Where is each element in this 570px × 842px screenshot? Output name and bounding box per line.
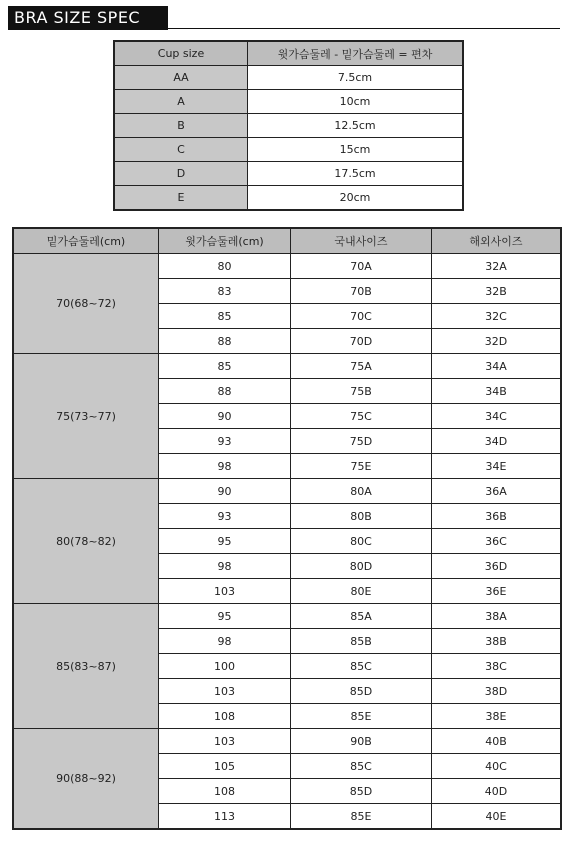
bust-cell: 93	[159, 429, 291, 454]
underbust-header: 밑가슴둘레(cm)	[13, 228, 159, 254]
international-size-cell: 36C	[432, 529, 562, 554]
difference-cell: 15cm	[248, 138, 464, 162]
cup-table-row	[114, 114, 463, 138]
domestic-size-cell: 85C	[291, 754, 432, 779]
international-size-cell: 40E	[432, 804, 562, 830]
bust-header: 윗가슴둘레(cm)	[159, 228, 291, 254]
bust-cell: 83	[159, 279, 291, 304]
cup-table-row	[114, 162, 463, 186]
domestic-size-cell: 75E	[291, 454, 432, 479]
bust-cell: 90	[159, 479, 291, 504]
international-size-header: 해외사이즈	[432, 228, 562, 254]
cup-size-cell: B	[114, 114, 248, 138]
domestic-size-cell: 75D	[291, 429, 432, 454]
cup-size-cell: AA	[114, 66, 248, 90]
bust-cell: 95	[159, 529, 291, 554]
difference-cell: 20cm	[248, 186, 464, 211]
bust-cell: 113	[159, 804, 291, 830]
cup-table-row	[114, 186, 463, 211]
underbust-cell: 70(68~72)	[13, 254, 159, 354]
international-size-cell: 38B	[432, 629, 562, 654]
international-size-cell: 36D	[432, 554, 562, 579]
domestic-size-cell: 85A	[291, 604, 432, 629]
international-size-cell: 34D	[432, 429, 562, 454]
bust-cell: 88	[159, 329, 291, 354]
difference-cell: 10cm	[248, 90, 464, 114]
bust-cell: 108	[159, 779, 291, 804]
domestic-size-cell: 75B	[291, 379, 432, 404]
domestic-size-cell: 80D	[291, 554, 432, 579]
domestic-size-cell: 90B	[291, 729, 432, 754]
domestic-size-cell: 80A	[291, 479, 432, 504]
international-size-cell: 32B	[432, 279, 562, 304]
underbust-cell: 85(83~87)	[13, 604, 159, 729]
international-size-cell: 40B	[432, 729, 562, 754]
international-size-cell: 38E	[432, 704, 562, 729]
domestic-size-cell: 85C	[291, 654, 432, 679]
domestic-size-cell: 75A	[291, 354, 432, 379]
domestic-size-cell: 70D	[291, 329, 432, 354]
international-size-cell: 32D	[432, 329, 562, 354]
domestic-size-cell: 85E	[291, 704, 432, 729]
domestic-size-cell: 70A	[291, 254, 432, 279]
cup-size-table	[113, 40, 464, 211]
international-size-cell: 36B	[432, 504, 562, 529]
cup-table-row	[114, 90, 463, 114]
domestic-size-cell: 80C	[291, 529, 432, 554]
domestic-size-cell: 70C	[291, 304, 432, 329]
cup-table-row	[114, 66, 463, 90]
underbust-cell: 90(88~92)	[13, 729, 159, 830]
cup-size-cell: D	[114, 162, 248, 186]
cup-size-cell: E	[114, 186, 248, 211]
domestic-size-header: 국내사이즈	[291, 228, 432, 254]
domestic-size-cell: 70B	[291, 279, 432, 304]
international-size-cell: 34A	[432, 354, 562, 379]
international-size-cell: 38D	[432, 679, 562, 704]
international-size-cell: 34E	[432, 454, 562, 479]
international-size-cell: 38C	[432, 654, 562, 679]
domestic-size-cell: 80B	[291, 504, 432, 529]
cup-size-cell: A	[114, 90, 248, 114]
domestic-size-cell: 75C	[291, 404, 432, 429]
difference-header: 윗가슴둘레 - 밑가슴둘레 = 편차	[248, 41, 464, 66]
bust-cell: 85	[159, 354, 291, 379]
bust-cell: 93	[159, 504, 291, 529]
size-table-row	[13, 604, 561, 629]
page-title: BRA SIZE SPEC	[8, 6, 168, 30]
bust-cell: 95	[159, 604, 291, 629]
domestic-size-cell: 80E	[291, 579, 432, 604]
international-size-cell: 40C	[432, 754, 562, 779]
bust-cell: 98	[159, 629, 291, 654]
international-size-cell: 34C	[432, 404, 562, 429]
title-divider	[8, 28, 560, 29]
bust-cell: 103	[159, 679, 291, 704]
international-size-cell: 32A	[432, 254, 562, 279]
bust-cell: 108	[159, 704, 291, 729]
bra-size-table	[12, 227, 562, 830]
underbust-cell: 80(78~82)	[13, 479, 159, 604]
bust-cell: 80	[159, 254, 291, 279]
domestic-size-cell: 85D	[291, 779, 432, 804]
difference-cell: 7.5cm	[248, 66, 464, 90]
bust-cell: 90	[159, 404, 291, 429]
cup-size-cell: C	[114, 138, 248, 162]
domestic-size-cell: 85D	[291, 679, 432, 704]
size-table-row	[13, 729, 561, 754]
cup-table-row	[114, 138, 463, 162]
bust-cell: 100	[159, 654, 291, 679]
bust-cell: 103	[159, 579, 291, 604]
cup-size-header: Cup size	[114, 41, 248, 66]
domestic-size-cell: 85E	[291, 804, 432, 830]
underbust-cell: 75(73~77)	[13, 354, 159, 479]
international-size-cell: 36E	[432, 579, 562, 604]
bust-cell: 105	[159, 754, 291, 779]
international-size-cell: 40D	[432, 779, 562, 804]
domestic-size-cell: 85B	[291, 629, 432, 654]
bust-cell: 98	[159, 554, 291, 579]
bust-cell: 98	[159, 454, 291, 479]
bust-cell: 85	[159, 304, 291, 329]
international-size-cell: 38A	[432, 604, 562, 629]
difference-cell: 12.5cm	[248, 114, 464, 138]
difference-cell: 17.5cm	[248, 162, 464, 186]
size-table-row	[13, 479, 561, 504]
international-size-cell: 34B	[432, 379, 562, 404]
bust-cell: 88	[159, 379, 291, 404]
bust-cell: 103	[159, 729, 291, 754]
size-table-row	[13, 254, 561, 279]
international-size-cell: 36A	[432, 479, 562, 504]
size-table-row	[13, 354, 561, 379]
international-size-cell: 32C	[432, 304, 562, 329]
